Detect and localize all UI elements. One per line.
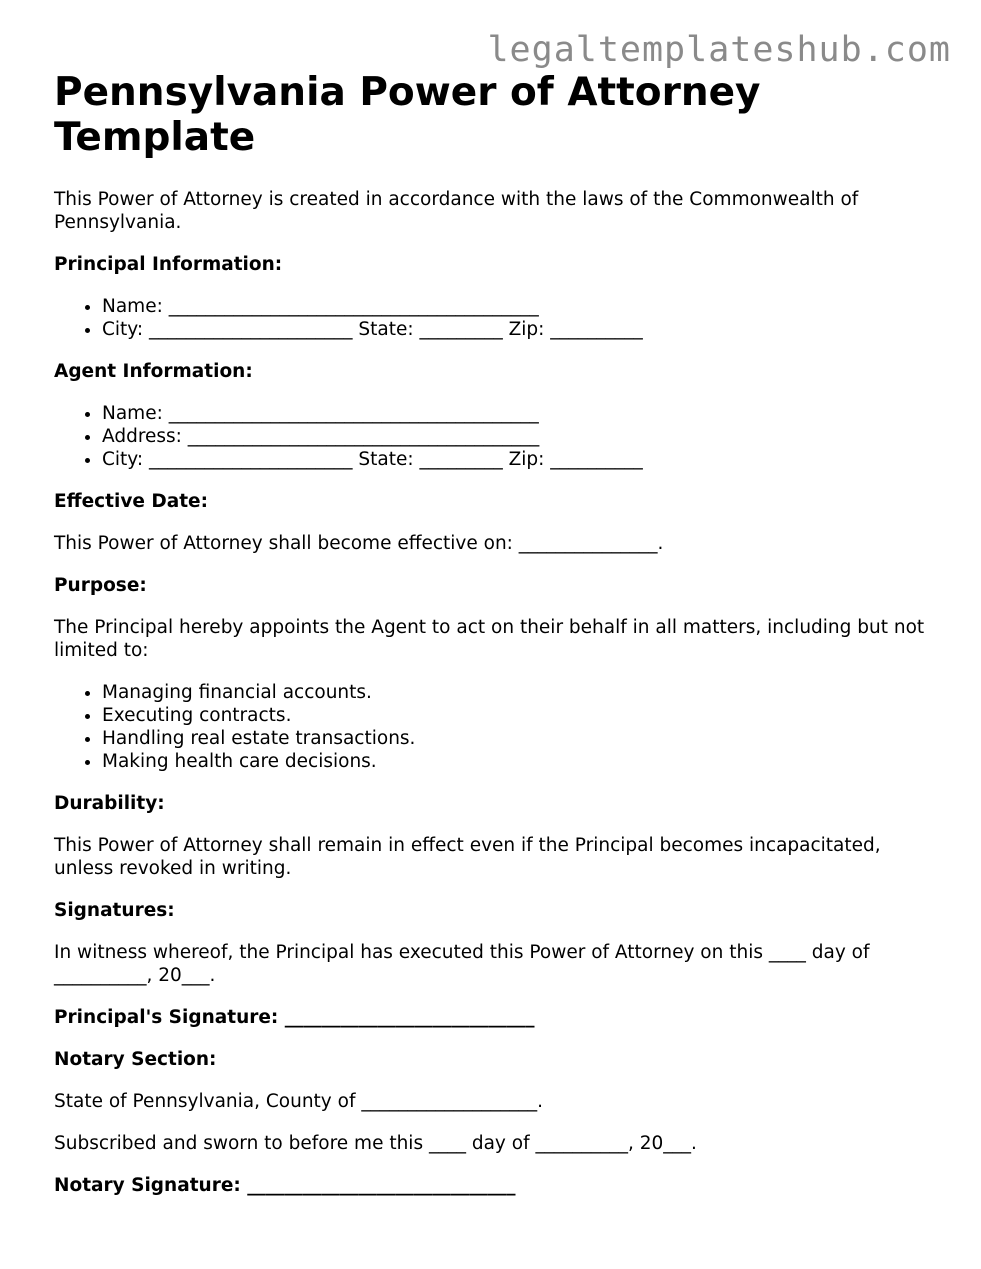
agent-name-field[interactable]: • Name: ________________________________________	[102, 402, 934, 425]
agent-address-field[interactable]: • Address: ______________________________________	[102, 425, 934, 448]
purpose-heading: Purpose:	[54, 575, 147, 596]
effective-date-heading: Effective Date:	[54, 491, 208, 512]
notary-heading: Notary Section:	[54, 1049, 217, 1070]
durability-heading: Durability:	[54, 793, 165, 814]
document-page	[54, 70, 934, 1216]
principal-signature-field[interactable]: Principal's Signature: ___________________________	[54, 1007, 535, 1028]
principal-list	[54, 295, 934, 341]
witness-paragraph[interactable]: In witness whereof, the Principal has executed this Power of Attorney on this ____ day of __________, 20___.	[54, 942, 870, 986]
principal-heading: Principal Information:	[54, 254, 283, 275]
notary-signature-field[interactable]: Notary Signature: _____________________________	[54, 1175, 516, 1196]
notary-sworn-field[interactable]: Subscribed and sworn to before me this ____ day of __________, 20___.	[54, 1133, 697, 1154]
durability-paragraph: This Power of Attorney shall remain in effect even if the Principal becomes incapacitated, unless revoked in writing.	[54, 835, 881, 879]
watermark: legaltemplateshub.com	[487, 30, 951, 70]
effective-date-field[interactable]: This Power of Attorney shall become effective on: _______________.	[54, 533, 664, 554]
purpose-list	[54, 681, 934, 773]
purpose-item: • Executing contracts.	[102, 704, 934, 727]
purpose-item: • Handling real estate transactions.	[102, 727, 934, 750]
intro-paragraph: This Power of Attorney is created in accordance with the laws of the Commonwealth of Pennsylvania.	[54, 189, 859, 233]
agent-location-field[interactable]: • City: ______________________ State: _________ Zip: __________	[102, 448, 934, 471]
document-title: Pennsylvania Power of Attorney Template	[54, 70, 761, 160]
signatures-heading: Signatures:	[54, 900, 175, 921]
principal-name-field[interactable]: • Name: ________________________________________	[102, 295, 934, 318]
agent-heading: Agent Information:	[54, 361, 253, 382]
purpose-item: • Managing financial accounts.	[102, 681, 934, 704]
agent-list	[54, 402, 934, 471]
principal-location-field[interactable]: • City: ______________________ State: _________ Zip: __________	[102, 318, 934, 341]
notary-county-field[interactable]: State of Pennsylvania, County of ___________________.	[54, 1091, 543, 1112]
purpose-item: • Making health care decisions.	[102, 750, 934, 773]
purpose-paragraph: The Principal hereby appoints the Agent to act on their behalf in all matters, including but not limited to:	[54, 617, 925, 661]
